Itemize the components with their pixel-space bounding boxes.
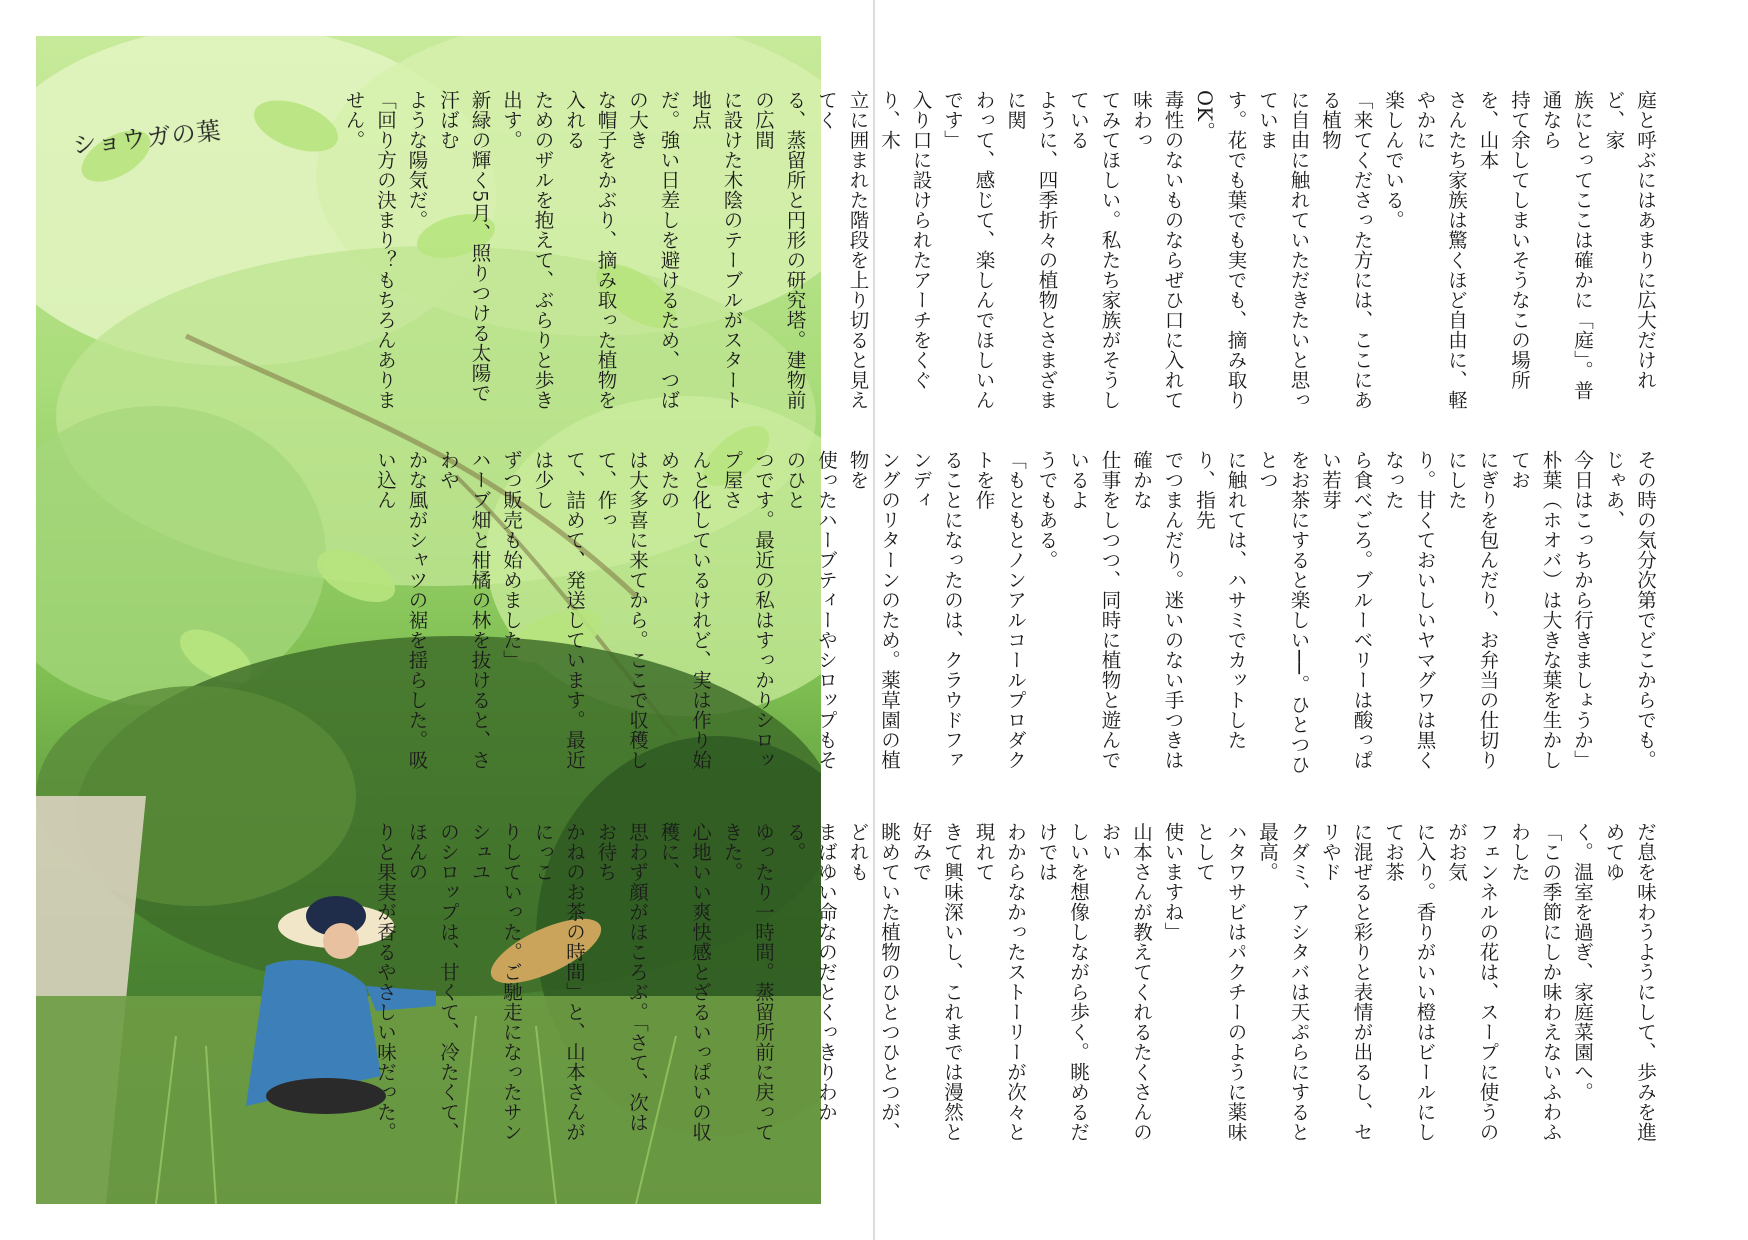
right-page [342,0,1748,1240]
photo-caption: ショウガの葉 [71,116,223,160]
article-text-bottom: だ息を味わうようにして、歩みを進めてゆ く。温室を過ぎ、家庭菜園へ。 「この季節にしか味わえないふわふわした フェンネルの花は、スープに使うのがお気 に入り。香りがいい橙はビールにしてお茶 に混ぜると彩りと表情が出るし、セリやド クダミ、アシタバは天ぷらにすると最高。 ハタワサビはパクチーのように薬味として 使いますね」 山本さんが教えてくれるたくさんのおい しいを想像しながら歩く。眺めるだけでは わからなかったストーリーが次々と現れて きて興味深いし、これまでは漫然と好みで 眺めていた植物のひとつひとつが、どれも まばゆい命なのだとくっきりわかる。 ゆったり一時間。蒸留所前に戻ってきた。 心地いい爽快感とざるいっぱいの収穫に、 思わず顔がほころぶ。「さて、次はお待ち かねのお茶の時間」と、山本さんがにっこ りしていった。ご馳走になったサンシュユ のシロップは、甘くて、冷たくて、ほんの りと果実が香るやさしい味だった。 [374,822,1657,1142]
article-text-middle: その時の気分次第でどこからでも。じゃあ、 今日はこっちから行きましょうか」 朴葉（ホオバ）は大きな葉を生かしてお にぎりを包んだり、お弁当の仕切りにした り。甘くておいしいヤマグワは黒くなった ら食べごろ。ブルーベリーは酸っぱい若芽 をお茶にすると楽しい──。ひとつひとつ に触れては、ハサミでカットしたり、指先 でつまんだり。迷いのない手つきは確かな 仕事をしつつ、同時に植物と遊んでいるよ うでもある。 「もともとノンアルコールプロダクトを作 ることになったのは、クラウドファンディ ングのリターンのため。薬草園の植物を 使ったハーブティーやシロップもそのひと つです。最近の私はすっかりシロップ屋さ んと化しているけれど、実は作り始めたの は大多喜に来てから。ここで収穫して、作っ て、詰めて、発送しています。最近は少し ずつ販売も始めました」 ハーブ畑と柑橘の林を抜けると、さわや かな風がシャツの裾を揺らした。吸い込ん [374,450,1657,775]
article-text-top: 庭と呼ぶにはあまりに広大だけれど、家 族にとってここは確かに「庭」。普通なら 持て余してしまいそうなこの場所を、山本 さんたち家族は驚くほど自由に、軽やかに 楽しんでいる。 「来てくださった方には、ここにある植物 に自由に触れていただきたいと思っていま す。花でも葉でも実でも、摘み取りOK。 毒性のないものならぜひ口に入れて味わっ てみてほしい。私たち家族がそうしている ように、四季折々の植物とさまざまに関 わって、感じて、楽しんでほしいんです」 入り口に設けられたアーチをくぐり、木 立に囲まれた階段を上り切ると見えてく る、蒸留所と円形の研究塔。建物前の広間 に設けた木陰のテーブルがスタート地点 だ。強い日差しを避けるため、つばの大き な帽子をかぶり、摘み取った植物を入れる ためのザルを抱えて、ぶらりと歩き出す。 新緑の輝く5月、照りつける太陽で汗ばむ ような陽気だ。 「回り方の決まり？もちろんありません。 [342,90,1657,410]
